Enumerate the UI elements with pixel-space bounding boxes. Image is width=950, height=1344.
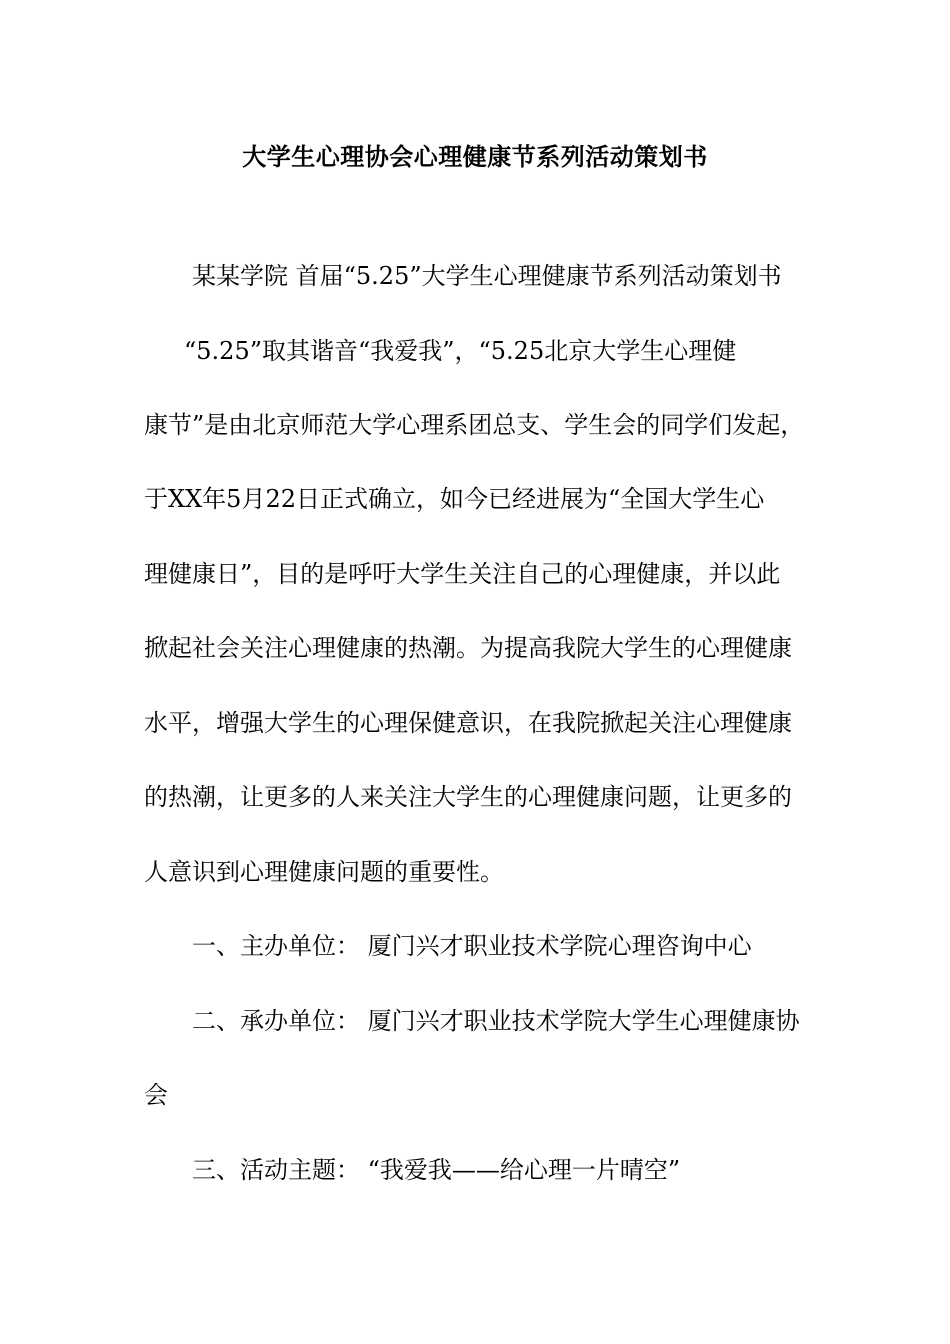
document-title: 大学生心理协会心理健康节系列活动策划书	[242, 142, 708, 171]
section-theme: 三、活动主题： “我爱我——给心理一片晴空”	[192, 1156, 681, 1184]
paragraph-line: 理健康日”，目的是呼吁大学生关注自己的心理健康，并以此	[144, 560, 781, 588]
paragraph-line: 水平，增强大学生的心理保健意识，在我院掀起关注心理健康	[144, 709, 792, 737]
paragraph-line: 于XX年5月22日正式确立，如今已经进展为“全国大学生心	[144, 485, 765, 513]
paragraph-line: “5.25”取其谐音“我爱我”，“5.25北京大学生心理健	[184, 337, 737, 365]
section-undertaker-continued: 会	[144, 1081, 168, 1109]
paragraph-line: 人意识到心理健康问题的重要性。	[144, 858, 504, 886]
subtitle-line: 某某学院 首届“5.25”大学生心理健康节系列活动策划书	[192, 262, 782, 290]
paragraph-line: 掀起社会关注心理健康的热潮。为提高我院大学生的心理健康	[144, 634, 792, 662]
section-undertaker: 二、承办单位： 厦门兴才职业技术学院大学生心理健康协	[192, 1007, 800, 1035]
section-organizer: 一、主办单位： 厦门兴才职业技术学院心理咨询中心	[192, 932, 752, 960]
paragraph-line: 康节”是由北京师范大学心理系团总支、学生会的同学们发起，	[144, 411, 805, 439]
paragraph-line: 的热潮，让更多的人来关注大学生的心理健康问题，让更多的	[144, 783, 792, 811]
